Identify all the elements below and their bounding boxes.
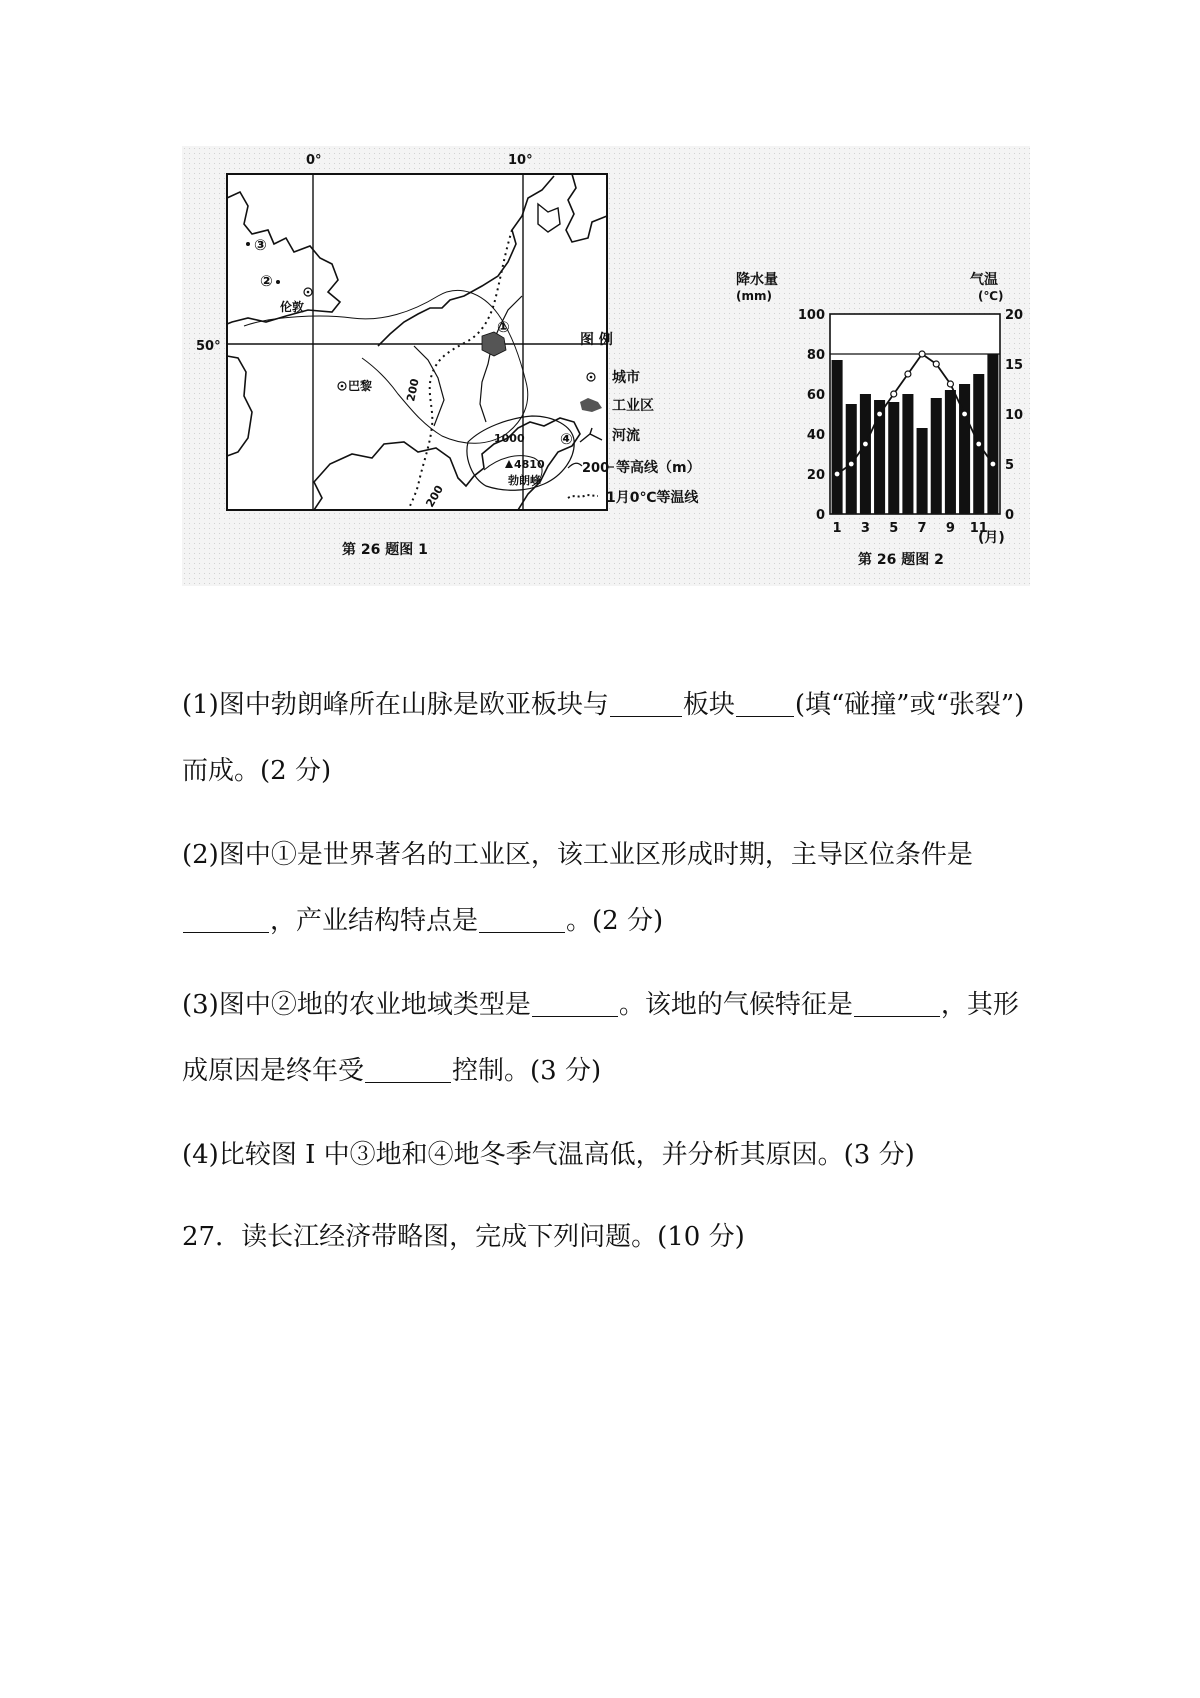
question-3-part-c: ，其形成原因是终年受 (182, 990, 1019, 1086)
left-tick-label: 20 (806, 468, 825, 483)
contour-label-1000: 1000 (494, 432, 525, 445)
map-frame (227, 174, 610, 510)
marker-2: ② (260, 272, 273, 290)
question-2-part-a: (2)图中①是世界著名的工业区，该工业区形成时期，主导区位条件是 (182, 840, 973, 870)
lat-label-50: 50° (196, 339, 221, 354)
figure1-caption: 第 26 题图 1 (342, 542, 428, 558)
answer-blank[interactable] (183, 903, 269, 933)
left-tick-label: 0 (815, 508, 825, 523)
x-tick-label: 9 (945, 521, 955, 536)
left-tick-label: 100 (797, 308, 825, 323)
left-axis-title: 降水量 (736, 272, 778, 288)
precipitation-bar (931, 398, 942, 514)
question-27: 27．读长江经济带略图，完成下列问题。(10 分) (182, 1222, 745, 1252)
right-tick-label: 5 (1005, 458, 1015, 473)
left-tick-label: 40 (806, 428, 825, 443)
temperature-point (877, 411, 883, 417)
point-2-dot (276, 280, 280, 284)
precipitation-bar (959, 384, 970, 514)
answer-blank[interactable] (736, 687, 794, 717)
precipitation-bar (888, 402, 899, 514)
temperature-point (947, 381, 953, 387)
x-axis-unit: (月) (978, 530, 1005, 546)
question-2-part-b: ，产业结构特点是 (270, 906, 479, 936)
temperature-point (962, 411, 968, 417)
right-tick-label: 20 (1005, 308, 1024, 323)
figures-svg (182, 146, 1030, 586)
left-tick-label: 80 (806, 348, 825, 363)
x-tick-label: 7 (917, 521, 927, 536)
marker-1: ① (497, 318, 510, 336)
question-1-part-b: 板块 (682, 690, 735, 720)
lon-label-0: 0° (306, 153, 322, 168)
left-tick-label: 60 (806, 388, 825, 403)
answer-blank[interactable] (532, 987, 618, 1017)
left-axis-unit: (mm) (736, 289, 772, 303)
right-tick-label: 0 (1005, 508, 1015, 523)
temperature-point (919, 351, 925, 357)
precipitation-bar (917, 428, 928, 514)
legend-river-label: 河流 (612, 428, 640, 444)
map-figure (196, 153, 610, 558)
legend-city-label: 城市 (612, 370, 640, 386)
answer-blank[interactable] (479, 903, 565, 933)
question-1-part-c: (填“碰撞”或“张裂”)而成。(2 分) (182, 690, 1025, 786)
right-axis-ticks (1005, 308, 1023, 523)
answer-blank[interactable] (365, 1053, 451, 1083)
figure2-caption: 第 26 题图 2 (858, 552, 944, 568)
x-tick-label: 3 (860, 521, 870, 536)
climate-chart (736, 271, 1023, 568)
left-axis-ticks (798, 308, 825, 523)
right-tick-label: 15 (1005, 358, 1024, 373)
legend-contour-label: 等高线（m） (616, 460, 701, 476)
temperature-point (976, 441, 982, 447)
question-4: (4)比较图 I 中③地和④地冬季气温高低，并分析其原因。(3 分) (182, 1140, 915, 1170)
temperature-point (905, 371, 911, 377)
point-3-dot (246, 242, 250, 246)
temperature-point (848, 461, 854, 467)
question-2-part-c: 。(2 分) (566, 906, 664, 936)
paris-city-dot (341, 385, 344, 388)
right-axis-unit: (℃) (978, 289, 1004, 303)
question-3 (182, 972, 1032, 1104)
london-city-dot (307, 291, 310, 294)
temperature-point (891, 391, 897, 397)
x-tick-label: 11 (969, 521, 988, 536)
legend-contour-value: 200 (582, 461, 610, 476)
precipitation-bar (860, 394, 871, 514)
precipitation-bar (987, 354, 998, 514)
x-tick-label: 5 (889, 521, 899, 536)
precipitation-bar (902, 394, 913, 514)
temperature-point (933, 361, 939, 367)
legend-title: 图 例 (580, 332, 613, 348)
question-1 (182, 672, 1032, 804)
x-axis-ticks (833, 521, 988, 536)
label-paris: 巴黎 (348, 379, 373, 393)
answer-blank[interactable] (854, 987, 940, 1017)
label-mont-blanc-elev: 4810 (514, 458, 545, 471)
label-mont-blanc: 勃朗峰 (508, 474, 541, 487)
contour-label-200-a: 200 (404, 377, 422, 403)
temperature-point (834, 471, 840, 477)
temperature-point (990, 461, 996, 467)
precipitation-bar (832, 360, 843, 514)
x-tick-label: 1 (832, 521, 842, 536)
question-3-part-b: 。该地的气候特征是 (618, 990, 853, 1020)
temperature-point (862, 441, 868, 447)
answer-blank[interactable] (610, 687, 682, 717)
right-tick-label: 10 (1005, 408, 1024, 423)
contour-label-200-b: 200 (423, 483, 447, 510)
legend-isotherm-label: 1月0℃等温线 (606, 490, 699, 506)
question-3-part-a: (3)图中②地的农业地域类型是 (182, 990, 531, 1020)
question-3-part-d: 控制。(3 分) (452, 1056, 602, 1086)
marker-4: ④ (560, 430, 573, 448)
city-legend-icon-dot (590, 376, 593, 379)
marker-3: ③ (254, 236, 267, 254)
legend-industrial-label: 工业区 (612, 398, 654, 414)
question-1-part-a: (1)图中勃朗峰所在山脉是欧亚板块与 (182, 690, 609, 720)
figure-panel (182, 146, 1030, 586)
right-axis-title: 气温 (970, 272, 998, 288)
precipitation-bar (945, 390, 956, 514)
question-2 (182, 822, 1032, 954)
label-london: 伦敦 (280, 300, 305, 314)
lon-label-10: 10° (508, 153, 533, 168)
